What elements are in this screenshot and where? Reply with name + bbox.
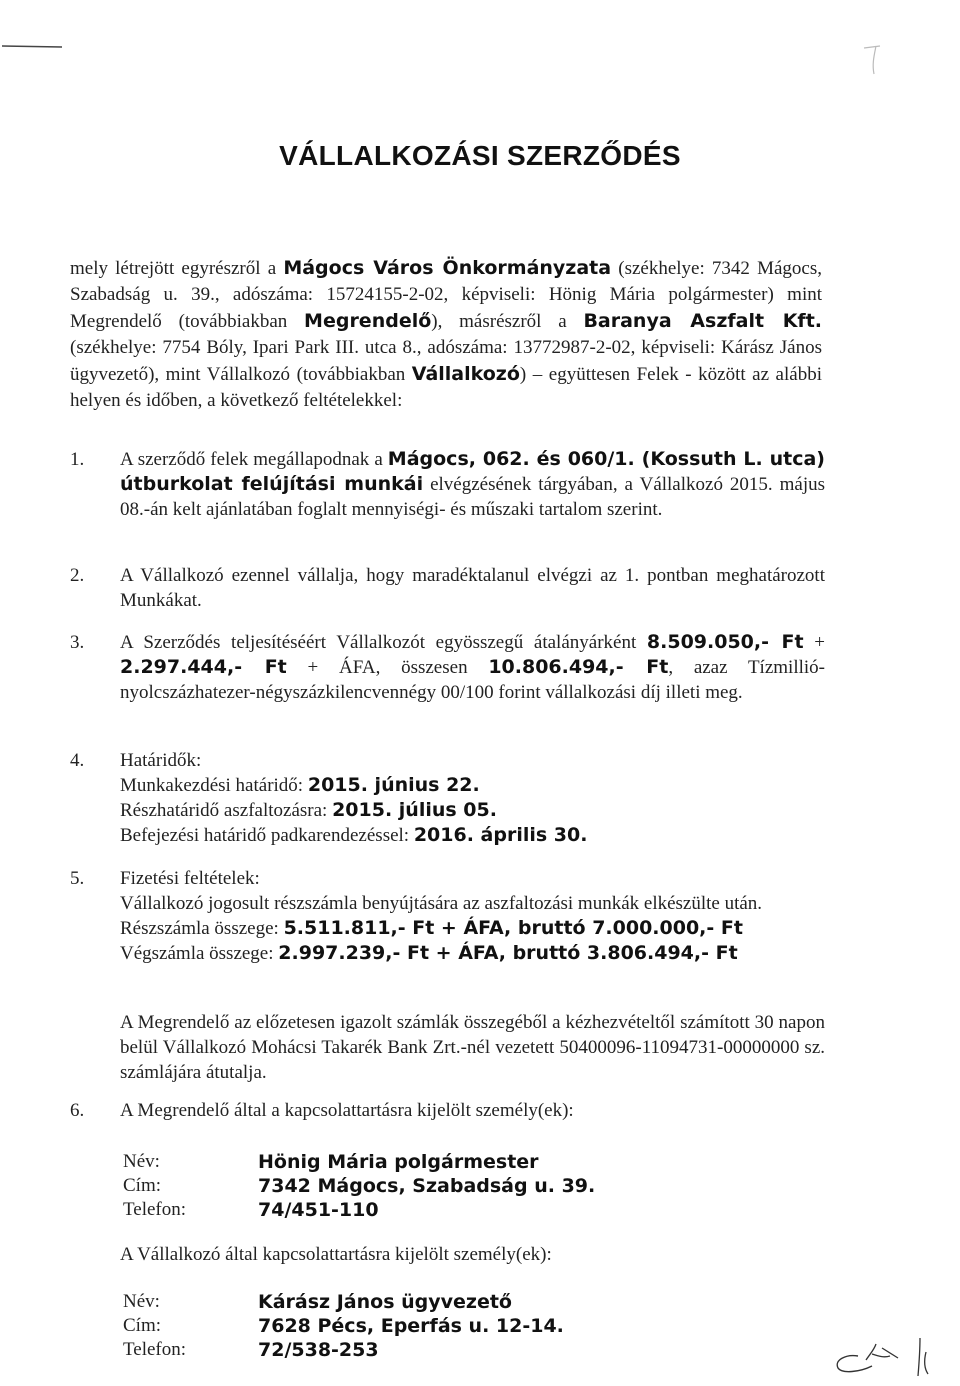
customer-short-name: Megrendelő — [304, 310, 432, 332]
section-2 — [70, 563, 825, 613]
contractor-name: Baranya Aszfalt Kft. — [583, 310, 822, 332]
section-number: 1. — [70, 449, 85, 470]
customer-contact-heading: A Megrendelő által a kapcsolattartásra kijelölt személy(ek): — [120, 1100, 574, 1121]
contact-phone: 72/538-253 — [258, 1339, 379, 1361]
contractor-short-name: Vállalkozó — [411, 363, 520, 385]
deadlines-block — [120, 748, 825, 848]
scan-mark-top-left — [0, 40, 70, 52]
invoice-row: Részszámla összege: 5.511.811,- Ft + ÁFA, bruttó 7.000.000,- Ft — [120, 917, 743, 939]
section-4 — [70, 748, 825, 848]
section-1-text: A szerződő felek megállapodnak a Mágocs, 062. és 060/1. (Kossuth L. utca) útburkolat felújítási munkái elvégzésének tárgyában, a Vállalkozó 2015. május 08.-án kelt ajánlatában foglalt mennyiségi- és műszaki tartalom szerint. — [120, 448, 825, 520]
section-number: 3. — [70, 632, 85, 653]
section-3-text: A Szerződés teljesítéséért Vállalkozót egyösszegű átalányárként 8.509.050,- Ft + 2.297.444,- Ft + ÁFA, összesen 10.806.494,- Ft, azaz Tízmillió-nyolcszázhatezer-négyszázkilencvennégy 00/100 forint vállalkozási díj illeti meg. — [120, 631, 826, 703]
section-number: 6. — [70, 1100, 85, 1121]
section-number: 2. — [70, 565, 85, 586]
contact-phone: 74/451-110 — [258, 1199, 379, 1221]
name-label: Név: — [123, 1151, 160, 1172]
scan-mark-top-right — [858, 40, 898, 80]
contractor-contact-heading: A Vállalkozó által kapcsolattartásra kijelölt személy(ek): — [120, 1244, 552, 1265]
total-price: 10.806.494,- Ft — [488, 656, 669, 678]
deadlines-heading: Határidők: — [120, 750, 202, 771]
payment-terms-block — [120, 866, 825, 966]
deadline-row: Részhatáridő aszfaltozásra: 2015. július 05. — [120, 799, 497, 821]
section-6 — [70, 1098, 825, 1123]
customer-contact — [123, 1150, 595, 1222]
intro-paragraph: mely létrejött egyrészről a Mágocs Város Önkormányzata (székhelye: 7342 Mágocs, Szabadság u. 39., adószáma: 15724155-2-02, képviseli: Hönig Mária polgármester) mint Megrendelő (továbbiakban Megrendelő), másrészről a Baranya Aszfalt Kft. (székhelye: 7754 Bóly, Ipari Park III. utca 8., adószáma: 13772987-2-02, képviseli: Kárász János ügyvezető), mint Vállalkozó (továbbiakban Vállalkozó) – együttesen Felek - között az alábbi helyen és időben, a következő feltételekkel: — [70, 257, 823, 411]
name-label: Név: — [123, 1291, 160, 1312]
deadline-row: Befejezési határidő padkarendezéssel: 2016. április 30. — [120, 824, 588, 846]
address-label: Cím: — [123, 1175, 162, 1196]
payment-transfer-text: A Megrendelő az előzetesen igazolt számlák összegéből a kézhezvételtől számított 30 napon belül Vállalkozó Mohácsi Takarék Bank Zrt.-nél vezetett 50400096-11094731-00000000 sz. számlájára átutalja. — [120, 1012, 825, 1083]
section-number: 4. — [70, 750, 85, 771]
section-3 — [70, 630, 825, 705]
payment-heading: Fizetési feltételek: — [120, 868, 260, 889]
section-number: 5. — [70, 868, 85, 889]
contractor-contact — [123, 1290, 564, 1362]
project-title: Mágocs, 062. és 060/1. (Kossuth L. utca) útburkolat felújítási munkái — [120, 448, 825, 495]
address-label: Cím: — [123, 1315, 162, 1336]
contact-name: Kárász János ügyvezető — [258, 1291, 512, 1313]
section-2-text: A Vállalkozó ezennel vállalja, hogy maradéktalanul elvégzi az 1. pontban meghatározott Munkákat. — [120, 565, 825, 611]
net-price: 8.509.050,- Ft — [646, 631, 804, 653]
customer-name: Mágocs Város Önkormányzata — [283, 257, 612, 279]
payment-intro-text: Vállalkozó jogosult részszámla benyújtására az aszfaltozási munkák elkészülte után. — [120, 893, 763, 914]
contact-name: Hönig Mária polgármester — [258, 1151, 539, 1173]
section-5 — [70, 866, 825, 966]
contact-address: 7342 Mágocs, Szabadság u. 39. — [258, 1175, 596, 1197]
additional-price: 2.297.444,- Ft — [120, 656, 287, 678]
document-title: VÁLLALKOZÁSI SZERZŐDÉS — [279, 140, 681, 171]
contact-address: 7628 Pécs, Eperfás u. 12-14. — [258, 1315, 564, 1337]
phone-label: Telefon: — [123, 1339, 187, 1360]
invoice-row: Végszámla összege: 2.997.239,- Ft + ÁFA, bruttó 3.806.494,- Ft — [120, 942, 738, 964]
deadline-row: Munkakezdési határidő: 2015. június 22. — [120, 774, 480, 796]
section-1 — [70, 447, 825, 522]
handwritten-initials — [820, 1330, 940, 1382]
phone-label: Telefon: — [123, 1199, 187, 1220]
